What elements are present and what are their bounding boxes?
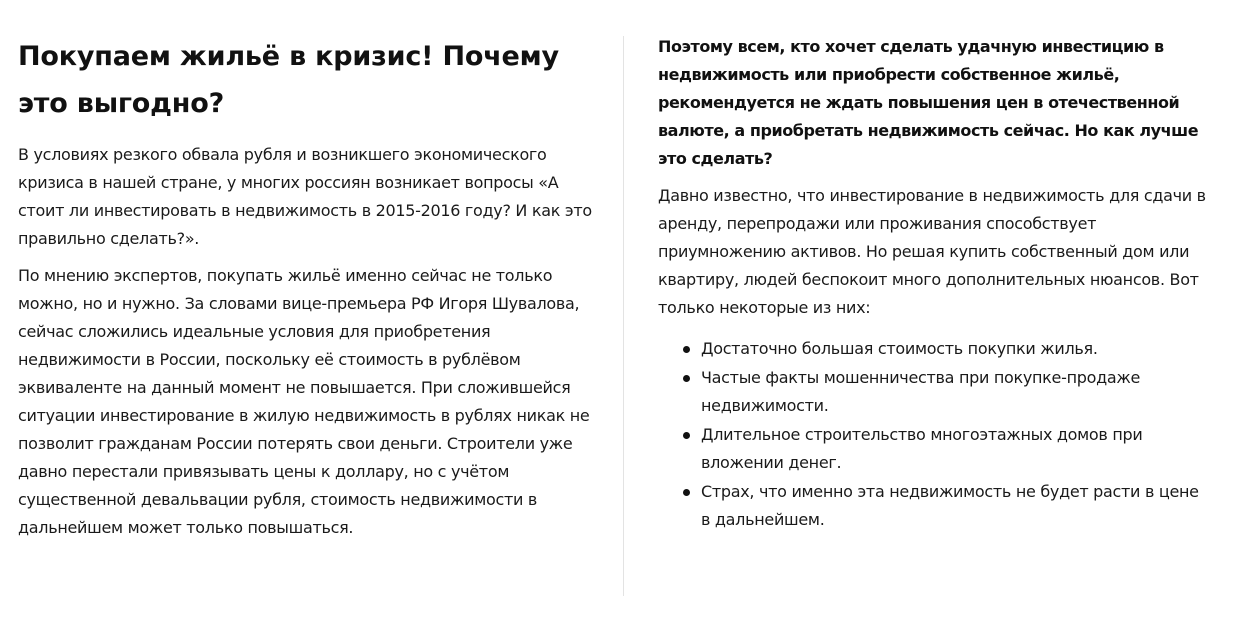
bullet-icon: [683, 346, 690, 353]
right-column: [658, 0, 1228, 535]
bullet-icon: [683, 489, 690, 496]
experts-paragraph: По мнению экспертов, покупать жильё именно сейчас не только можно, но и нужно. За словами вице-премьера РФ Игоря Шувалова, сейчас сложились идеальные условия для приобретения недвижимости в России, поскольку её стоимость в рублёвом эквиваленте на данный момент не повышается. При сложившейся ситуации инвестирование в жилую недвижимость в рублях никак не позволит гражданам России потерять свои деньги. Строители уже давно перестали привязывать цены к доллару, но с учётом существенной девальвации рубля, стоимость недвижимости в дальнейшем может только повышаться.: [18, 266, 590, 537]
column-divider: [623, 36, 624, 596]
list-item-text: Длительное строительство многоэтажных домов при вложении денег.: [701, 425, 1143, 472]
investment-paragraph: Давно известно, что инвестирование в недвижимость для сдачи в аренду, перепродажи или проживания способствует приумножению активов. Но решая купить собственный дом или квартиру, людей беспокоит много дополнительных нюансов. Вот только некоторые из них:: [658, 186, 1206, 317]
list-item-text: Достаточно большая стоимость покупки жилья.: [701, 339, 1098, 358]
list-item: [658, 364, 1228, 420]
list-item-text: Частые факты мошенничества при покупке-продаже недвижимости.: [701, 368, 1140, 415]
left-column: [18, 0, 608, 542]
concerns-list: [658, 335, 1228, 534]
bullet-icon: [683, 375, 690, 382]
list-item: [658, 335, 1228, 363]
list-item: [658, 421, 1228, 477]
list-item-text: Страх, что именно эта недвижимость не будет расти в цене в дальнейшем.: [701, 482, 1199, 529]
article-title: Покупаем жильё в кризис! Почему это выгодно?: [18, 41, 559, 119]
list-item: [658, 478, 1228, 534]
lead-paragraph: Поэтому всем, кто хочет сделать удачную инвестицию в недвижимость или приобрести собственное жильё, рекомендуется не ждать повышения цен в отечественной валюте, а приобретать недвижимость сейчас. Но как лучше это сделать?: [658, 37, 1199, 168]
bullet-icon: [683, 432, 690, 439]
intro-paragraph: В условиях резкого обвала рубля и возникшего экономического кризиса в нашей стране, у многих россиян возникает вопросы «А стоит ли инвестировать в недвижимость в 2015-2016 году? И как это правильно сделать?».: [18, 145, 592, 248]
